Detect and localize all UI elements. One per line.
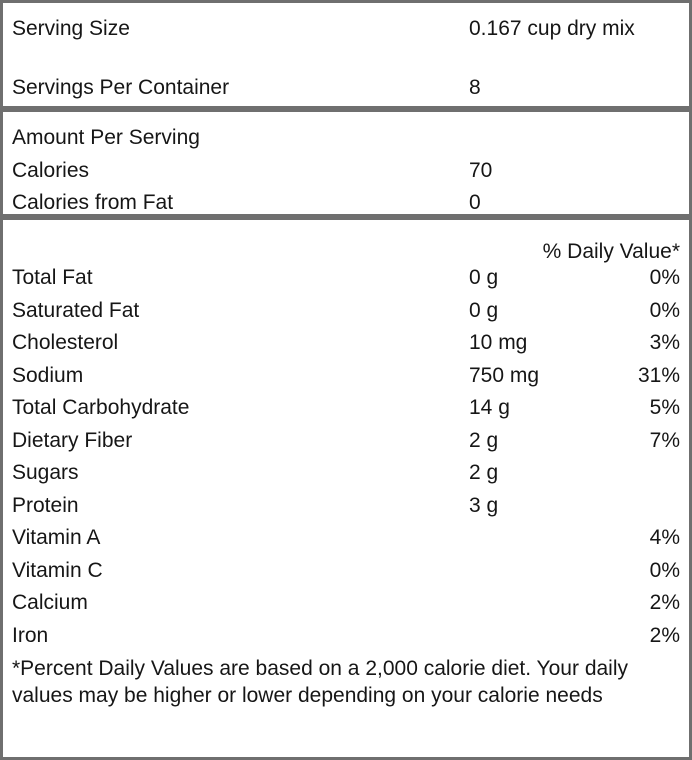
amount-per-serving-row [3, 126, 689, 159]
nutrient-row [3, 295, 689, 328]
nutrient-name: Sodium [12, 363, 84, 387]
nutrient-row [3, 262, 689, 295]
nutrient-daily-value: 0% [649, 298, 680, 322]
calories-from-fat-label: Calories from Fat [12, 191, 174, 214]
nutrient-amount: 10 mg [469, 331, 528, 354]
nutrient-amount: 0 g [469, 266, 499, 289]
amount-per-serving-heading: Amount Per Serving [12, 126, 200, 149]
nutrient-row [3, 587, 689, 620]
nutrient-name: Vitamin C [12, 558, 103, 582]
nutrient-amount: 3 g [469, 493, 499, 517]
nutrient-list [3, 262, 689, 652]
nutrient-row [3, 425, 689, 458]
serving-size-value: 0.167 cup dry mix [469, 17, 635, 40]
nutrient-name: Total Carbohydrate [12, 396, 190, 419]
nutrient-daily-value: 0% [649, 266, 680, 289]
daily-value-header-text: % Daily Value* [542, 240, 680, 263]
servings-per-container-row [3, 72, 689, 105]
nutrient-name: Protein [12, 493, 79, 517]
calories-from-fat-value: 0 [469, 191, 481, 214]
calories-value: 70 [469, 158, 493, 182]
nutrient-name: Sugars [12, 461, 79, 484]
servings-per-container-label: Servings Per Container [12, 76, 230, 99]
nutrient-row [3, 522, 689, 555]
nutrient-daily-value: 2% [649, 623, 680, 647]
serving-section [3, 3, 689, 106]
nutrient-daily-value: 4% [649, 526, 680, 549]
nutrient-daily-value: 5% [649, 396, 680, 419]
daily-value-header [3, 228, 689, 262]
nutrient-amount: 750 mg [469, 363, 540, 387]
nutrient-row [3, 620, 689, 653]
nutrient-row [3, 360, 689, 393]
calories-row [3, 159, 689, 192]
nutrient-name: Dietary Fiber [12, 428, 133, 452]
nutrient-amount: 14 g [469, 396, 510, 419]
nutrient-row [3, 392, 689, 425]
serving-size-row [3, 3, 689, 63]
nutrient-row [3, 555, 689, 588]
nutrient-name: Iron [12, 623, 49, 647]
nutrient-daily-value: 3% [649, 331, 680, 354]
footnote: *Percent Daily Values are based on a 2,000 calorie diet. Your daily values may be higher or lower depending on your calorie needs [12, 657, 629, 707]
nutrient-name: Total Fat [12, 266, 93, 289]
nutrient-daily-value: 7% [649, 428, 680, 452]
nutrient-name: Calcium [12, 591, 88, 614]
calories-label: Calories [12, 158, 90, 182]
nutrient-amount: 0 g [469, 298, 499, 322]
nutrient-row [3, 490, 689, 523]
calories-from-fat-row [3, 191, 689, 224]
servings-per-container-value: 8 [469, 76, 481, 99]
nutrient-amount: 2 g [469, 428, 499, 452]
calories-section [3, 112, 689, 214]
nutrient-row [3, 457, 689, 490]
nutrient-daily-value: 0% [649, 558, 680, 582]
serving-size-label: Serving Size [12, 17, 130, 40]
nutrient-name: Vitamin A [12, 526, 101, 549]
nutrient-daily-value: 31% [637, 363, 680, 387]
nutrient-amount: 2 g [469, 461, 499, 484]
nutrient-daily-value: 2% [649, 591, 680, 614]
nutrient-name: Cholesterol [12, 331, 119, 354]
nutrient-row [3, 327, 689, 360]
nutrients-section [3, 220, 689, 709]
nutrient-name: Saturated Fat [12, 298, 140, 322]
